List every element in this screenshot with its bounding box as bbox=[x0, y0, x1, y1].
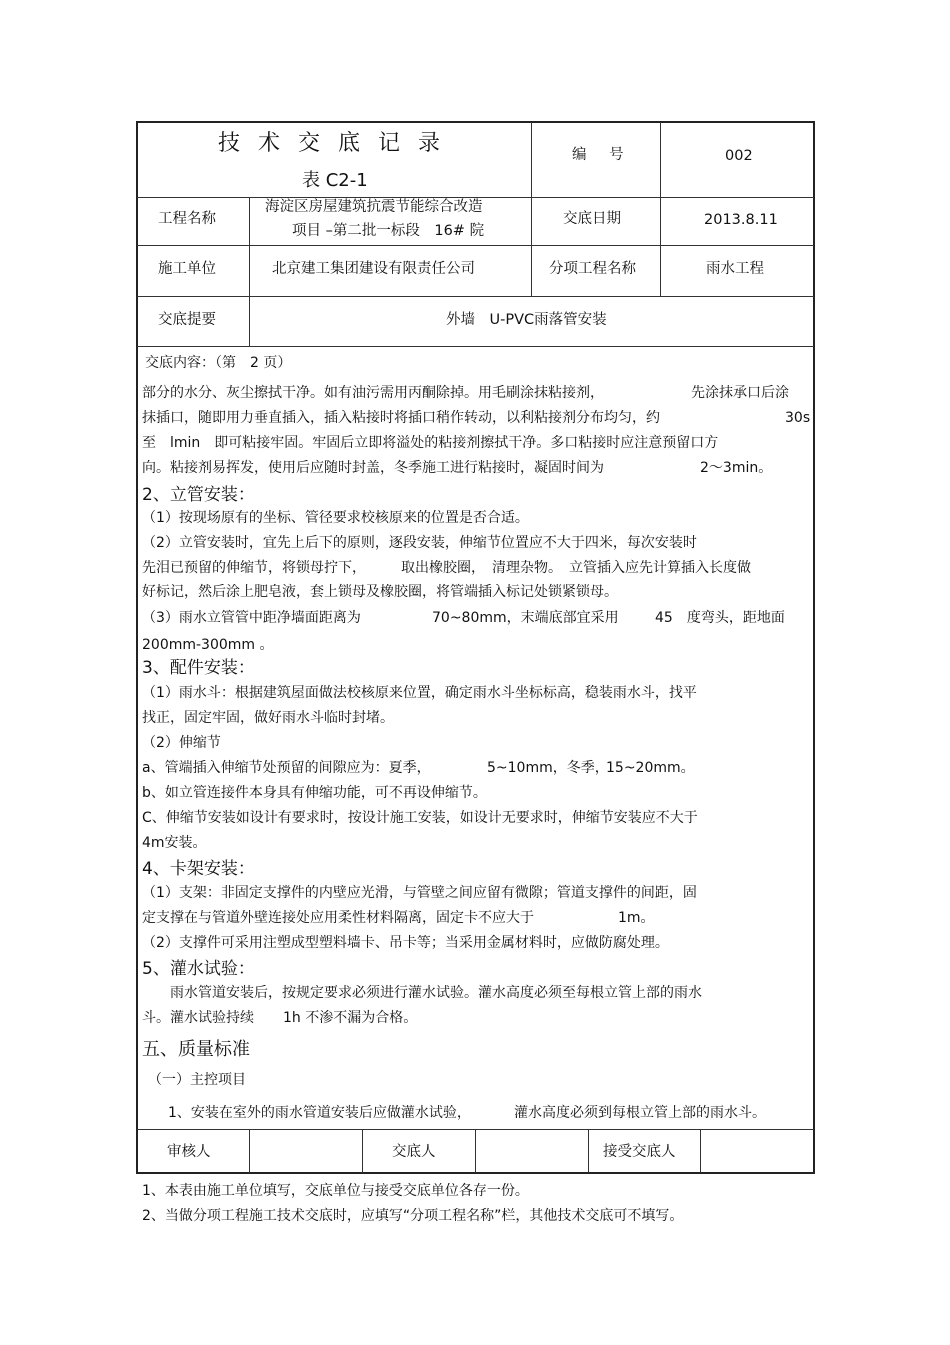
paragraph-line: 灌水高度必须到每根立管上部的雨水斗。 bbox=[514, 1105, 766, 1121]
paragraph-line: 至 lmin 即可粘接牢固。牢固后立即将溢处的粘接剂擦拭干净。多口粘接时应注意预留口方 bbox=[142, 435, 719, 451]
paragraph-line: 好标记，然后涂上肥皂液，套上锁母及橡胶圈，将管端插入标记处锁紧锁母。 bbox=[142, 584, 618, 600]
paragraph-line: 雨水管道安装后，按规定要求必须进行灌水试验。灌水高度必须至每根立管上部的雨水 bbox=[170, 985, 702, 1001]
unit-value: 北京建工集团建设有限责任公司 bbox=[272, 261, 475, 277]
subproject-label: 分项工程名称 bbox=[549, 261, 636, 277]
paragraph-line: 1、安装在室外的雨水管道安装后应做灌水试验， bbox=[168, 1105, 471, 1121]
summary-value: 外墙 U-PVC雨落管安装 bbox=[446, 312, 607, 328]
paragraph-line: 先涂抹承口后涂 bbox=[691, 385, 789, 401]
summary-label: 交底提要 bbox=[158, 312, 216, 328]
paragraph-line: （1）按现场原有的坐标、管径要求校核原来的位置是否合适。 bbox=[142, 510, 529, 526]
footnote: 2、当做分项工程施工技术交底时，应填写“分项工程名称”栏，其他技术交底可不填写。 bbox=[142, 1208, 684, 1224]
paragraph-line: 45 度弯头，距地面 bbox=[655, 610, 785, 626]
divider bbox=[588, 1129, 589, 1173]
paragraph-line: （1）雨水斗：根据建筑屋面做法校核原来位置，确定雨水斗坐标标高，稳装雨水斗，找平 bbox=[142, 685, 697, 701]
paragraph-line: a、管端插入伸缩节处预留的间隙应为：夏季， bbox=[142, 760, 431, 776]
date-value: 2013.8.11 bbox=[704, 212, 778, 228]
document-title: 技术交底记录 bbox=[218, 131, 459, 156]
paragraph-line: C、伸缩节安装如设计有要求时，按设计施工安装，如设计无要求时，伸缩节安装应不大于 bbox=[142, 810, 698, 826]
divider bbox=[137, 346, 814, 347]
paragraph-line: 4m安装。 bbox=[142, 835, 207, 851]
divider bbox=[249, 197, 250, 346]
paragraph-line: 斗。灌水试验持续 bbox=[142, 1010, 254, 1026]
divider bbox=[249, 1129, 250, 1173]
paragraph-line: （一）主控项目 bbox=[148, 1072, 246, 1088]
divider bbox=[137, 245, 814, 246]
paragraph-line: 1m。 bbox=[618, 910, 655, 926]
discloser-label: 交底人 bbox=[392, 1144, 436, 1160]
subproject-value: 雨水工程 bbox=[706, 261, 764, 277]
paragraph-line: 2～3min。 bbox=[700, 460, 773, 476]
paragraph-line: 向。粘接剂易挥发，使用后应随时封盖，冬季施工进行粘接时，凝固时间为 bbox=[142, 460, 604, 476]
form-number: 表 C2-1 bbox=[302, 170, 368, 191]
section-title: 五、质量标准 bbox=[142, 1039, 250, 1060]
paragraph-line: b、如立管连接件本身具有伸缩功能，可不再设伸缩节。 bbox=[142, 785, 487, 801]
divider bbox=[660, 122, 661, 296]
section-title: 4、卡架安装： bbox=[142, 859, 255, 879]
paragraph-line: 5~10mm，冬季， bbox=[487, 760, 609, 776]
number-label: 编 号 bbox=[572, 147, 624, 163]
paragraph-line: 先泪已预留的伸缩节，将锁母拧下， 取出橡胶圈， 清理杂物。 立管插入应先计算插入长度做 bbox=[142, 560, 751, 576]
project-name-line1: 海淀区房屋建筑抗震节能综合改造 bbox=[265, 199, 483, 215]
paragraph-line: 1h 不渗不漏为合格。 bbox=[283, 1010, 418, 1026]
paragraph-line: （3）雨水立管管中距净墙面距离为 bbox=[142, 610, 361, 626]
content-heading: 交底内容：（第 2 页） bbox=[145, 355, 292, 371]
paragraph-line: 200mm-300mm 。 bbox=[142, 637, 274, 653]
divider bbox=[362, 1129, 363, 1173]
paragraph-line: 15~20mm。 bbox=[606, 760, 695, 776]
project-label: 工程名称 bbox=[158, 211, 216, 227]
paragraph-line: （2）立管安装时，宜先上后下的原则，逐段安装，伸缩节位置应不大于四米，每次安装时 bbox=[142, 535, 697, 551]
paragraph-line: 找正，固定牢固，做好雨水斗临时封堵。 bbox=[142, 710, 394, 726]
divider bbox=[475, 1129, 476, 1173]
paragraph-line: （2）支撑件可采用注塑成型塑料墙卡、吊卡等；当采用金属材料时，应做防腐处理。 bbox=[142, 935, 669, 951]
section-title: 5、灌水试验： bbox=[142, 959, 255, 979]
paragraph-line: 70~80mm，末端底部宜采用 bbox=[432, 610, 619, 626]
footnote: 1、本表由施工单位填写，交底单位与接受交底单位各存一份。 bbox=[142, 1183, 529, 1199]
unit-label: 施工单位 bbox=[158, 261, 216, 277]
divider bbox=[137, 296, 814, 297]
number-value: 002 bbox=[725, 148, 753, 164]
reviewer-label: 审核人 bbox=[167, 1144, 211, 1160]
section-title: 3、配件安装： bbox=[142, 658, 255, 678]
paragraph-line: 抹插口，随即用力垂直插入，插入粘接时将插口稍作转动，以利粘接剂分布均匀，约 bbox=[142, 410, 660, 426]
paragraph-line: （1）支架：非固定支撑件的内壁应光滑，与管壁之间应留有微隙；管道支撑件的间距，固 bbox=[142, 885, 697, 901]
paragraph-line: （2）伸缩节 bbox=[142, 735, 221, 751]
divider bbox=[531, 122, 532, 296]
divider bbox=[137, 197, 814, 198]
project-name-line2: 项目 –第二批一标段 16# 院 bbox=[292, 223, 485, 239]
divider bbox=[700, 1129, 701, 1173]
date-label: 交底日期 bbox=[563, 211, 621, 227]
paragraph-line: 定支撑在与管道外壁连接处应用柔性材料隔离，固定卡不应大于 bbox=[142, 910, 534, 926]
section-title: 2、立管安装： bbox=[142, 485, 255, 505]
receiver-label: 接受交底人 bbox=[603, 1144, 676, 1160]
paragraph-line: 部分的水分、灰尘擦拭干净。如有油污需用丙酮除掉。用毛刷涂抹粘接剂， bbox=[142, 385, 604, 401]
paragraph-line: 30s bbox=[785, 410, 811, 426]
